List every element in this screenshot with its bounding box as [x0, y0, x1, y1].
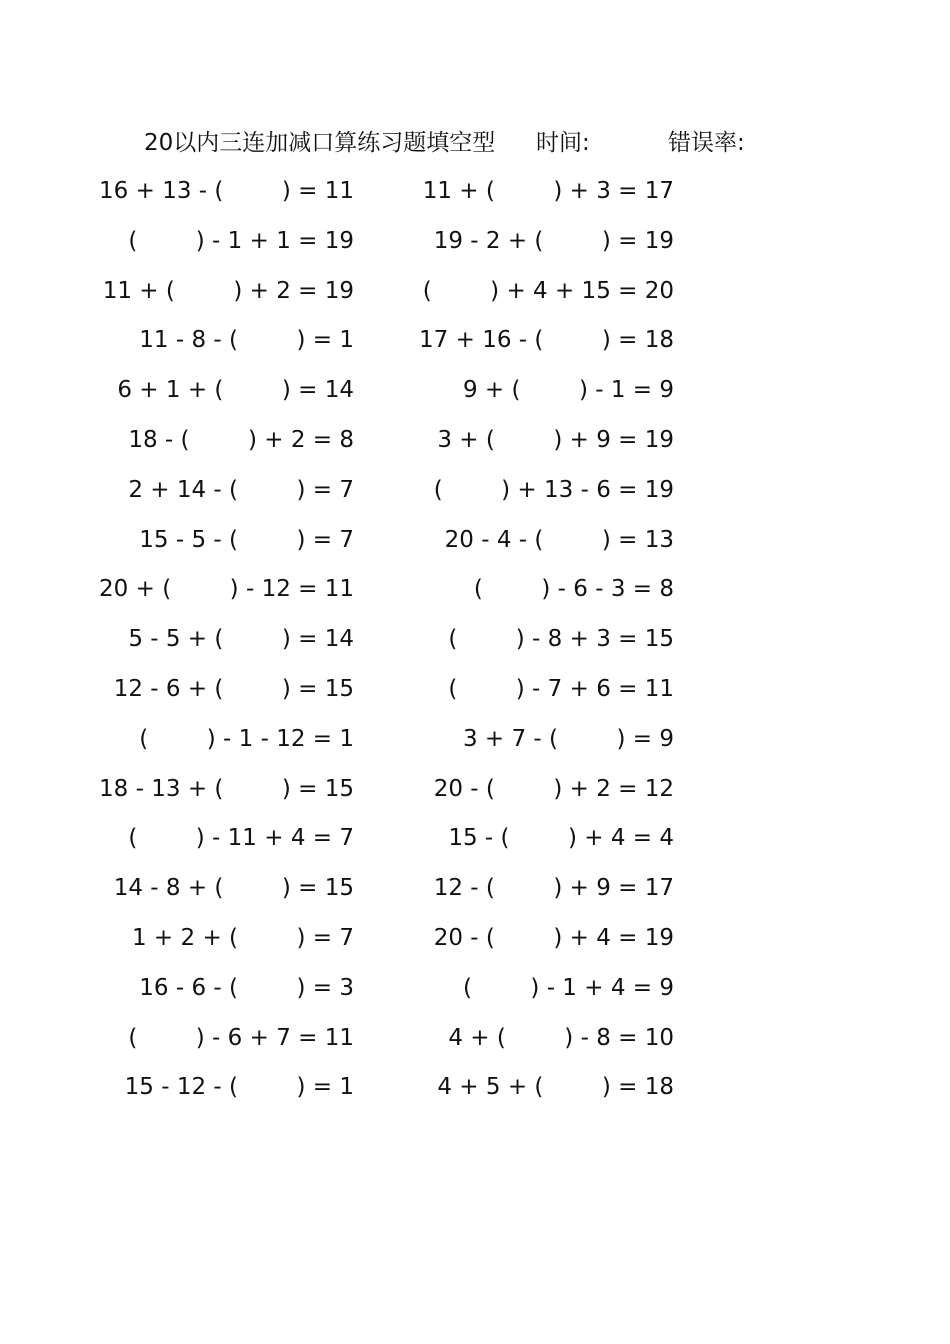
problem-right: 3 + ( ) + 9 = 19	[437, 427, 674, 453]
problem-left: ( ) - 11 + 4 = 7	[128, 825, 354, 852]
problem-left: 6 + 1 + ( ) = 14	[117, 377, 354, 404]
problem-row	[0, 373, 950, 407]
problem-row	[0, 473, 950, 507]
worksheet-header	[144, 126, 784, 160]
problem-row	[0, 323, 950, 357]
problem-right: 11 + ( ) + 3 = 17	[422, 178, 674, 204]
problem-right: ( ) + 4 + 15 = 20	[422, 277, 674, 304]
problem-row	[0, 274, 950, 308]
problem-left: 11 + ( ) + 2 = 19	[102, 277, 354, 304]
problem-left: 1 + 2 + ( ) = 7	[131, 925, 354, 951]
problem-right: 4 + ( ) - 8 = 10	[448, 1024, 674, 1051]
problem-right: ( ) - 6 - 3 = 8	[473, 576, 674, 603]
problem-row	[0, 821, 950, 855]
problem-row	[0, 224, 950, 258]
problem-left: 12 - 6 + ( ) = 15	[113, 676, 354, 702]
problem-left: ( ) - 1 - 12 = 1	[139, 725, 354, 752]
problem-right: ( ) - 7 + 6 = 11	[448, 676, 674, 702]
problem-left: 14 - 8 + ( ) = 15	[113, 875, 354, 902]
problem-row	[0, 722, 950, 756]
problem-left: 15 - 12 - ( ) = 1	[124, 1074, 354, 1101]
problem-right: 9 + ( ) - 1 = 9	[462, 377, 674, 404]
problem-left: 16 + 13 - ( ) = 11	[99, 178, 354, 204]
problem-row	[0, 772, 950, 806]
problem-row	[0, 921, 950, 955]
problem-right: 20 - ( ) + 2 = 12	[433, 775, 674, 802]
problem-right: 20 - 4 - ( ) = 13	[444, 526, 674, 553]
problem-left: 15 - 5 - ( ) = 7	[139, 526, 354, 553]
problem-row	[0, 672, 950, 706]
problem-row	[0, 971, 950, 1005]
problem-left: 11 - 8 - ( ) = 1	[139, 327, 354, 354]
worksheet-title: 20以内三连加减口算练习题填空型	[144, 130, 496, 156]
problem-left: ( ) - 1 + 1 = 19	[128, 227, 354, 254]
problem-right: 17 + 16 - ( ) = 18	[419, 327, 674, 354]
problem-row	[0, 423, 950, 457]
problem-row	[0, 871, 950, 905]
problem-row	[0, 174, 950, 208]
problem-right: 12 - ( ) + 9 = 17	[433, 875, 674, 902]
problem-left: 5 - 5 + ( ) = 14	[128, 626, 354, 653]
problem-right: ( ) - 8 + 3 = 15	[448, 626, 674, 653]
problem-left: 2 + 14 - ( ) = 7	[128, 476, 354, 503]
problem-left: ( ) - 6 + 7 = 11	[128, 1024, 354, 1051]
problem-right: 3 + 7 - ( ) = 9	[462, 725, 674, 752]
time-label: 时间:	[536, 130, 590, 156]
problem-left: 20 + ( ) - 12 = 11	[99, 576, 354, 603]
problem-row	[0, 572, 950, 606]
problem-left: 18 - 13 + ( ) = 15	[99, 775, 354, 802]
problem-right: 20 - ( ) + 4 = 19	[433, 925, 674, 951]
problem-row	[0, 1070, 950, 1104]
problem-right: ( ) + 13 - 6 = 19	[433, 476, 674, 503]
problem-left: 18 - ( ) + 2 = 8	[128, 427, 354, 453]
error-rate-label: 错误率:	[668, 130, 745, 156]
problem-right: 15 - ( ) + 4 = 4	[448, 825, 674, 852]
problem-left: 16 - 6 - ( ) = 3	[139, 974, 354, 1001]
problem-right: 4 + 5 + ( ) = 18	[437, 1074, 674, 1101]
problem-right: 19 - 2 + ( ) = 19	[433, 227, 674, 254]
problem-row	[0, 622, 950, 656]
problem-row	[0, 523, 950, 557]
problem-right: ( ) - 1 + 4 = 9	[462, 974, 674, 1001]
problem-row	[0, 1021, 950, 1055]
